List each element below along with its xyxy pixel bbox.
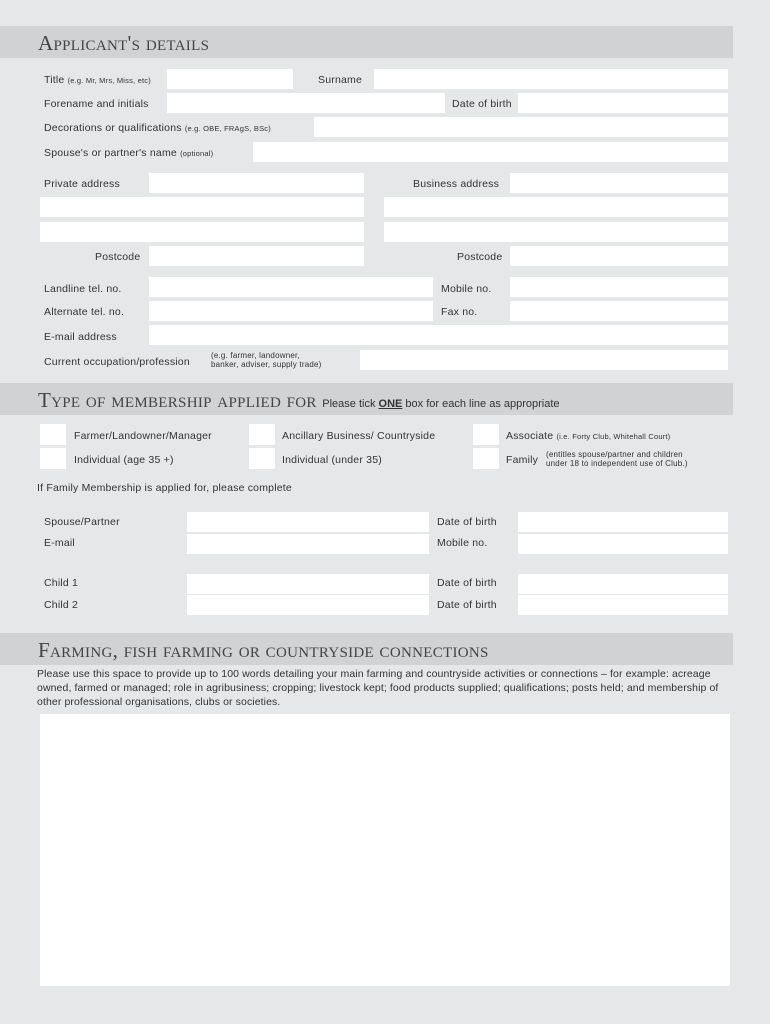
farmer-option-label: Farmer/Landowner/Manager (74, 430, 212, 442)
spouse-email-label: E-mail (44, 537, 75, 549)
dob-field[interactable] (518, 93, 728, 113)
associate-hint: (i.e. Forty Club, Whitehall Court) (556, 432, 671, 441)
alternate-tel-field[interactable] (149, 301, 433, 321)
ancillary-option-label: Ancillary Business/ Countryside (282, 430, 436, 442)
occupation-hint: (e.g. farmer, landowner, banker, adviser, supply trade) (211, 351, 322, 369)
private-address-line-3[interactable] (40, 222, 364, 242)
associate-checkbox[interactable] (473, 424, 499, 445)
child-2-field[interactable] (187, 595, 429, 615)
membership-note: Please tick ONE box for each line as appropriate (322, 398, 560, 410)
landline-field[interactable] (149, 277, 433, 297)
farming-instructions: Please use this space to provide up to 100 words detailing your main farming and countryside activities or connections – for example: acreage owned, farmed or managed; role in agribusiness; cropping; livestock kept; food products supplied; qualifications; posts held; and membership of other professional organisations, clubs or societies. (37, 668, 719, 708)
spouse-name-field[interactable] (253, 142, 728, 162)
surname-label: Surname (318, 74, 363, 86)
applicant-details-header (0, 26, 733, 58)
business-postcode-field[interactable] (510, 246, 728, 266)
surname-field[interactable] (374, 69, 728, 89)
spouse-partner-label: Spouse/Partner (44, 516, 120, 528)
occupation-label: Current occupation/profession (44, 356, 190, 368)
individual-35-plus-checkbox[interactable] (40, 448, 66, 469)
individual-under-35-label: Individual (under 35) (282, 454, 382, 466)
spouse-dob-label: Date of birth (437, 516, 497, 528)
family-checkbox[interactable] (473, 448, 499, 469)
membership-type-title: Type of membership applied for Please tick ONE box for each line as appropriate (38, 388, 560, 412)
spouse-dob-field[interactable] (518, 512, 728, 532)
farming-connections-title: Farming, fish farming or countryside connections (38, 638, 489, 662)
child-2-dob-field[interactable] (518, 595, 728, 615)
membership-type-header (0, 383, 733, 415)
fax-field[interactable] (510, 301, 728, 321)
alternate-tel-label: Alternate tel. no. (44, 306, 125, 318)
title-label: Title (e.g. Mr, Mrs, Miss, etc) (44, 74, 151, 86)
private-address-label: Private address (44, 178, 120, 190)
farming-connections-header (0, 633, 733, 665)
spouse-email-field[interactable] (187, 534, 429, 554)
dob-label: Date of birth (452, 98, 512, 110)
child-1-field[interactable] (187, 574, 429, 594)
email-address-label: E-mail address (44, 331, 117, 343)
family-note: If Family Membership is applied for, please complete (37, 482, 292, 494)
individual-under-35-checkbox[interactable] (249, 448, 275, 469)
child-2-dob-label: Date of birth (437, 599, 497, 611)
spouse-name-label: Spouse's or partner's name (optional) (44, 147, 214, 159)
email-address-field[interactable] (149, 325, 728, 345)
business-postcode-label: Postcode (457, 251, 503, 263)
associate-option-label: Associate (i.e. Forty Club, Whitehall Court) (506, 430, 671, 442)
farmer-checkbox[interactable] (40, 424, 66, 445)
child-1-label: Child 1 (44, 577, 79, 589)
business-address-line-2[interactable] (384, 197, 728, 217)
private-postcode-field[interactable] (149, 246, 364, 266)
landline-label: Landline tel. no. (44, 283, 122, 295)
individual-35-plus-label: Individual (age 35 +) (74, 454, 174, 466)
farming-connections-textarea[interactable] (40, 714, 730, 986)
decorations-hint: (e.g. OBE, FRAgS, BSc) (184, 124, 271, 133)
private-postcode-label: Postcode (95, 251, 141, 263)
private-address-line-2[interactable] (40, 197, 364, 217)
spouse-name-hint: (optional) (180, 149, 214, 158)
spouse-mobile-label: Mobile no. (437, 537, 488, 549)
ancillary-checkbox[interactable] (249, 424, 275, 445)
child-2-label: Child 2 (44, 599, 79, 611)
spouse-partner-field[interactable] (187, 512, 429, 532)
decorations-label: Decorations or qualifications (e.g. OBE, FRAgS, BSc) (44, 122, 271, 134)
spouse-mobile-field[interactable] (518, 534, 728, 554)
decorations-field[interactable] (314, 117, 728, 137)
occupation-field[interactable] (360, 350, 728, 370)
child-1-dob-label: Date of birth (437, 577, 497, 589)
title-field[interactable] (167, 69, 293, 89)
business-address-line-1[interactable] (510, 173, 728, 193)
forename-field[interactable] (167, 93, 445, 113)
applicant-details-title: Applicant's details (38, 31, 210, 55)
child-1-dob-field[interactable] (518, 574, 728, 594)
mobile-field[interactable] (510, 277, 728, 297)
private-address-line-1[interactable] (149, 173, 364, 193)
title-hint: (e.g. Mr, Mrs, Miss, etc) (67, 76, 151, 85)
business-address-line-3[interactable] (384, 222, 728, 242)
fax-label: Fax no. (441, 306, 478, 318)
forename-label: Forename and initials (44, 98, 149, 110)
family-option-label: Family (506, 454, 539, 466)
family-hint: (entitles spouse/partner and children under 18 to independent use of Club.) (546, 450, 688, 468)
business-address-label: Business address (413, 178, 500, 190)
mobile-label: Mobile no. (441, 283, 492, 295)
